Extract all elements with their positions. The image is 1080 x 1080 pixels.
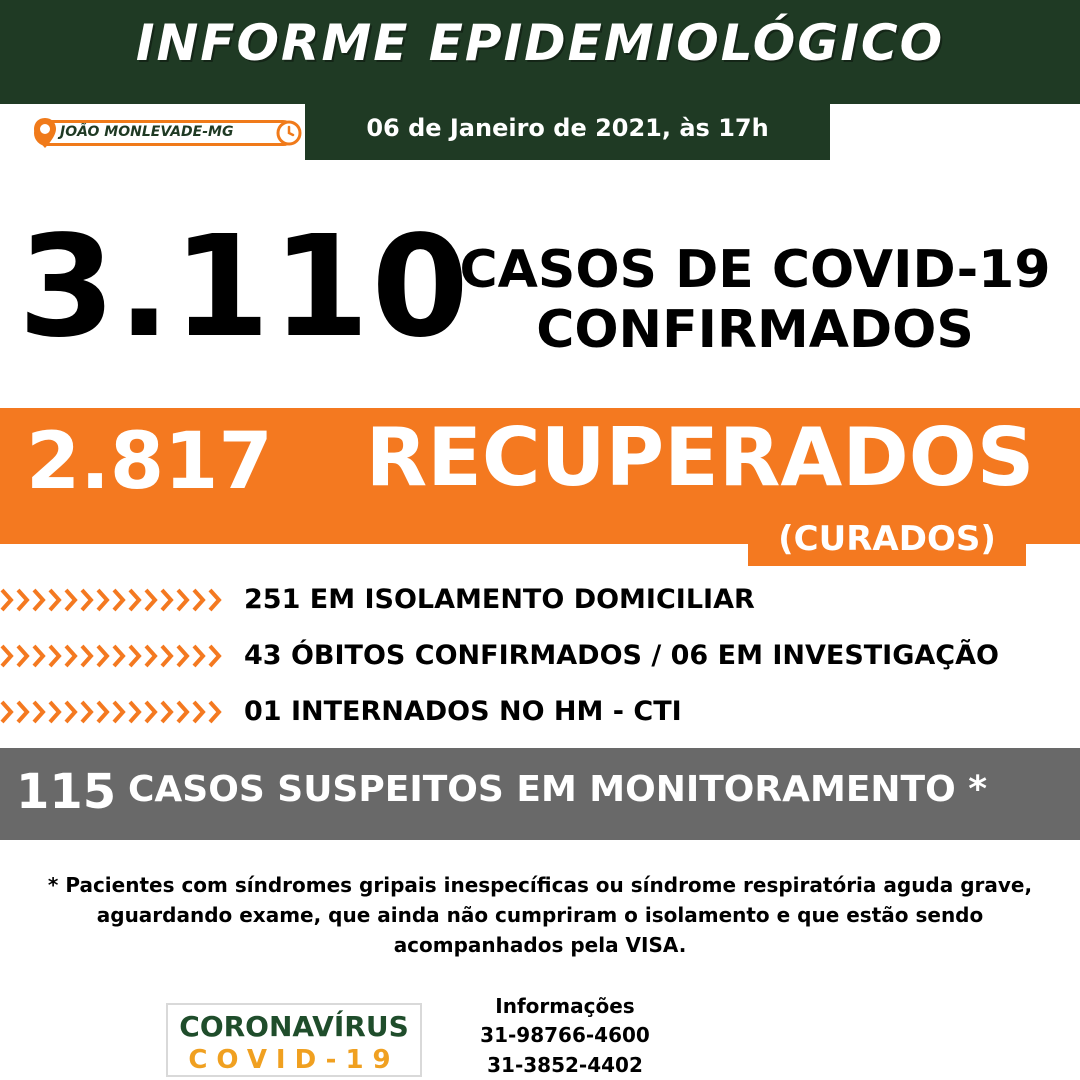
- suspected-label: CASOS SUSPEITOS EM MONITORAMENTO *: [128, 769, 988, 810]
- stat-row-isolation: [0, 580, 1080, 620]
- stat-isolation: 251 EM ISOLAMENTO DOMICILIAR: [244, 584, 755, 615]
- confirmed-count: 3.110: [18, 206, 471, 369]
- suspected-count: 115: [16, 764, 117, 820]
- footnote-line2: aguardando exame, que ainda não cumpriram o isolamento e que estão sendo: [96, 903, 984, 927]
- location-badge: [20, 116, 300, 150]
- stat-row-hospitalized: [0, 692, 1080, 732]
- chevron-arrows-icon: [0, 636, 232, 676]
- curados-label: (CURADOS): [778, 519, 996, 559]
- header-bar: [0, 0, 1080, 104]
- recovered-label: RECUPERADOS: [365, 411, 1035, 504]
- confirmed-label-line2: CONFIRMADOS: [536, 300, 974, 360]
- report-date: 06 de Janeiro de 2021, às 17h: [366, 114, 769, 142]
- phone-number-2[interactable]: 31-3852-4402: [487, 1053, 643, 1077]
- recovered-count: 2.817: [26, 417, 273, 507]
- chevron-arrows-icon: [0, 580, 232, 620]
- phone-number-1[interactable]: 31-98766-4600: [480, 1023, 650, 1047]
- curados-tab: [748, 512, 1026, 566]
- confirmed-label: [440, 240, 1070, 360]
- stat-hospitalized: 01 INTERNADOS NO HM - CTI: [244, 696, 682, 727]
- logo-line1: CORONAVÍRUS: [179, 1010, 409, 1043]
- coronavirus-logo: [166, 1003, 422, 1077]
- clock-icon: [276, 120, 302, 146]
- map-pin-icon: [30, 116, 60, 150]
- info-title: Informações: [495, 994, 635, 1018]
- footnote-line1: * Pacientes com síndromes gripais inespecíficas ou síndrome respiratória aguda grave,: [47, 873, 1033, 897]
- contact-info: [470, 992, 660, 1080]
- location-name: JOÃO MONLEVADE-MG: [60, 124, 234, 140]
- stat-deaths: 43 ÓBITOS CONFIRMADOS / 06 EM INVESTIGAÇÃO: [244, 640, 999, 671]
- date-bar: [305, 96, 830, 160]
- confirmed-label-line1: CASOS DE COVID-19: [459, 240, 1051, 300]
- logo-line2: COVID-19: [188, 1045, 400, 1075]
- stat-row-deaths: [0, 636, 1080, 676]
- footnote-line3: acompanhados pela VISA.: [393, 933, 687, 957]
- page-title: INFORME EPIDEMIOLÓGICO: [135, 14, 945, 72]
- chevron-arrows-icon: [0, 692, 232, 732]
- footnote: [20, 870, 1060, 960]
